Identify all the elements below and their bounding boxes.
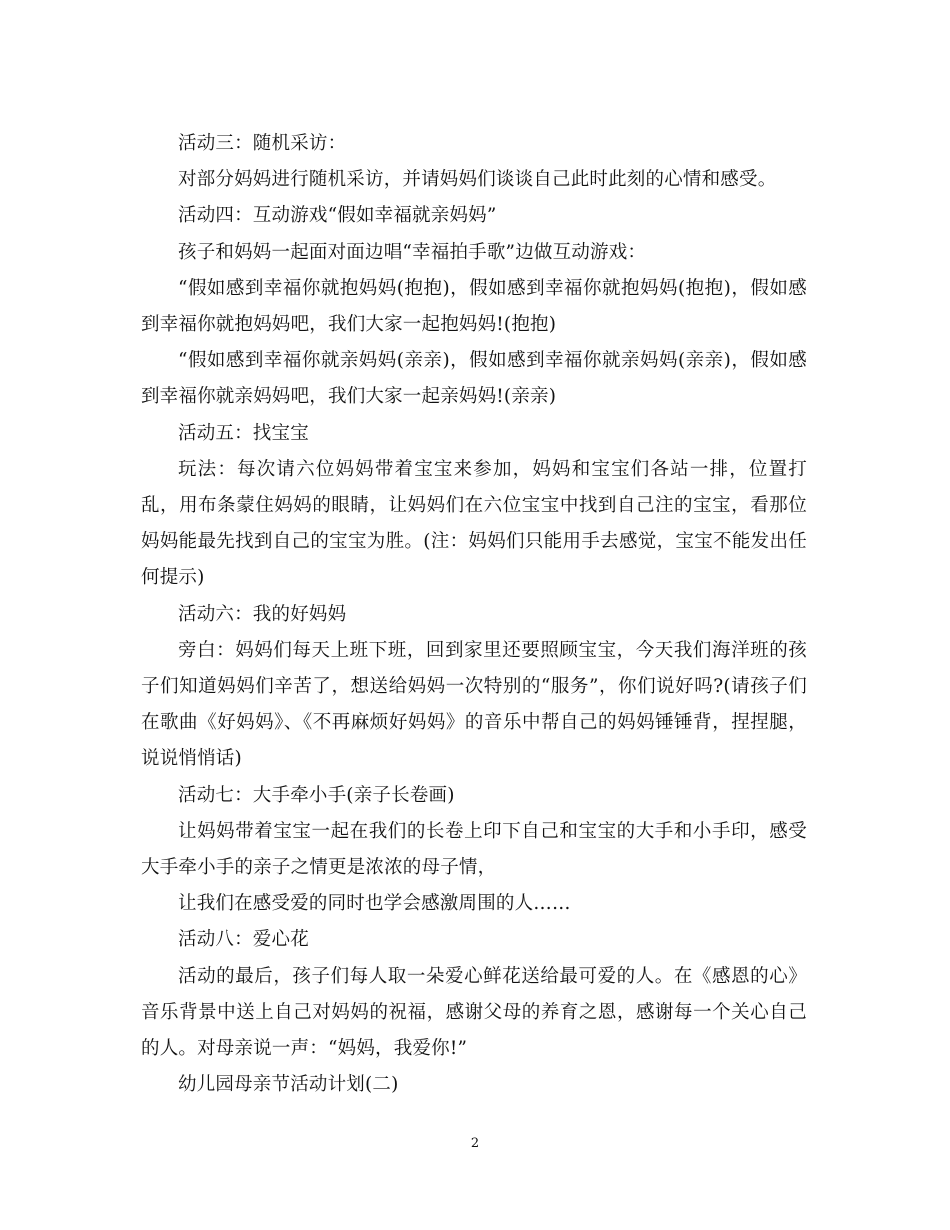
- paragraph-activity-6-heading: 活动六：我的好妈妈: [178, 603, 347, 625]
- paragraph-activity-7-closing: 让我们在感受爱的同时也学会感激周围的人……: [178, 893, 571, 915]
- paragraph-activity-5-heading: 活动五：找宝宝: [178, 422, 309, 444]
- paragraph-activity-3-heading: 活动三：随机采访：: [178, 133, 347, 154]
- paragraph-activity-7-heading: 活动七：大手牵小手(亲子长卷画): [178, 784, 455, 806]
- paragraph-activity-5-rules: 玩法：每次请六位妈妈带着宝宝来参加，妈妈和宝宝们各站一排，位置打乱，用布条蒙住妈妈的眼睛，让妈妈们在六位宝宝中找到自己注的宝宝，看那位妈妈能最先找到自己的宝宝为胜。(注：妈妈们只能用手去感觉，宝宝不能发出任何提示): [141, 458, 807, 589]
- paragraph-activity-7-text: 让妈妈带着宝宝一起在我们的长卷上印下自己和宝宝的大手和小手印，感受大手牵小手的亲子之情更是浓浓的母子情，: [141, 820, 807, 879]
- document-body: [141, 126, 807, 1103]
- paragraph-activity-4-heading: 活动四：互动游戏“假如幸福就亲妈妈”: [178, 205, 497, 227]
- paragraph-activity-8-text: 活动的最后，孩子们每人取一朵爱心鲜花送给最可爱的人。在《感恩的心》音乐背景中送上自己对妈妈的祝福，感谢父母的养育之恩，感谢每一个关心自己的人。对母亲说一声：“妈妈，我爱你!”: [141, 965, 807, 1060]
- paragraph-song-verse-hug: “假如感到幸福你就抱妈妈(抱抱)，假如感到幸福你就抱妈妈(抱抱)，假如感到幸福你就抱妈妈吧，我们大家一起抱妈妈!(抱抱): [141, 277, 807, 336]
- paragraph-activity-6-narration: 旁白：妈妈们每天上班下班，回到家里还要照顾宝宝，今天我们海洋班的孩子们知道妈妈们辛苦了，想送给妈妈一次特别的“服务”，你们说好吗?(请孩子们在歌曲《好妈妈》、《不再麻烦好妈妈》的音乐中帮自己的妈妈锤锤背，捏捏腿，说说悄悄话): [141, 639, 807, 770]
- paragraph-section-title: 幼儿园母亲节活动计划(二): [178, 1074, 399, 1096]
- paragraph-activity-4-text: 孩子和妈妈一起面对面边唱“幸福拍手歌”边做互动游戏：: [178, 241, 647, 263]
- paragraph-song-verse-kiss: “假如感到幸福你就亲妈妈(亲亲)，假如感到幸福你就亲妈妈(亲亲)，假如感到幸福你就亲妈妈吧，我们大家一起亲妈妈!(亲亲): [141, 350, 807, 408]
- paragraph-activity-8-heading: 活动八：爱心花: [178, 929, 309, 951]
- page-number: 2: [470, 1136, 480, 1151]
- paragraph-activity-3-text: 对部分妈妈进行随机采访，并请妈妈们谈谈自己此时此刻的心情和感受。: [178, 169, 777, 191]
